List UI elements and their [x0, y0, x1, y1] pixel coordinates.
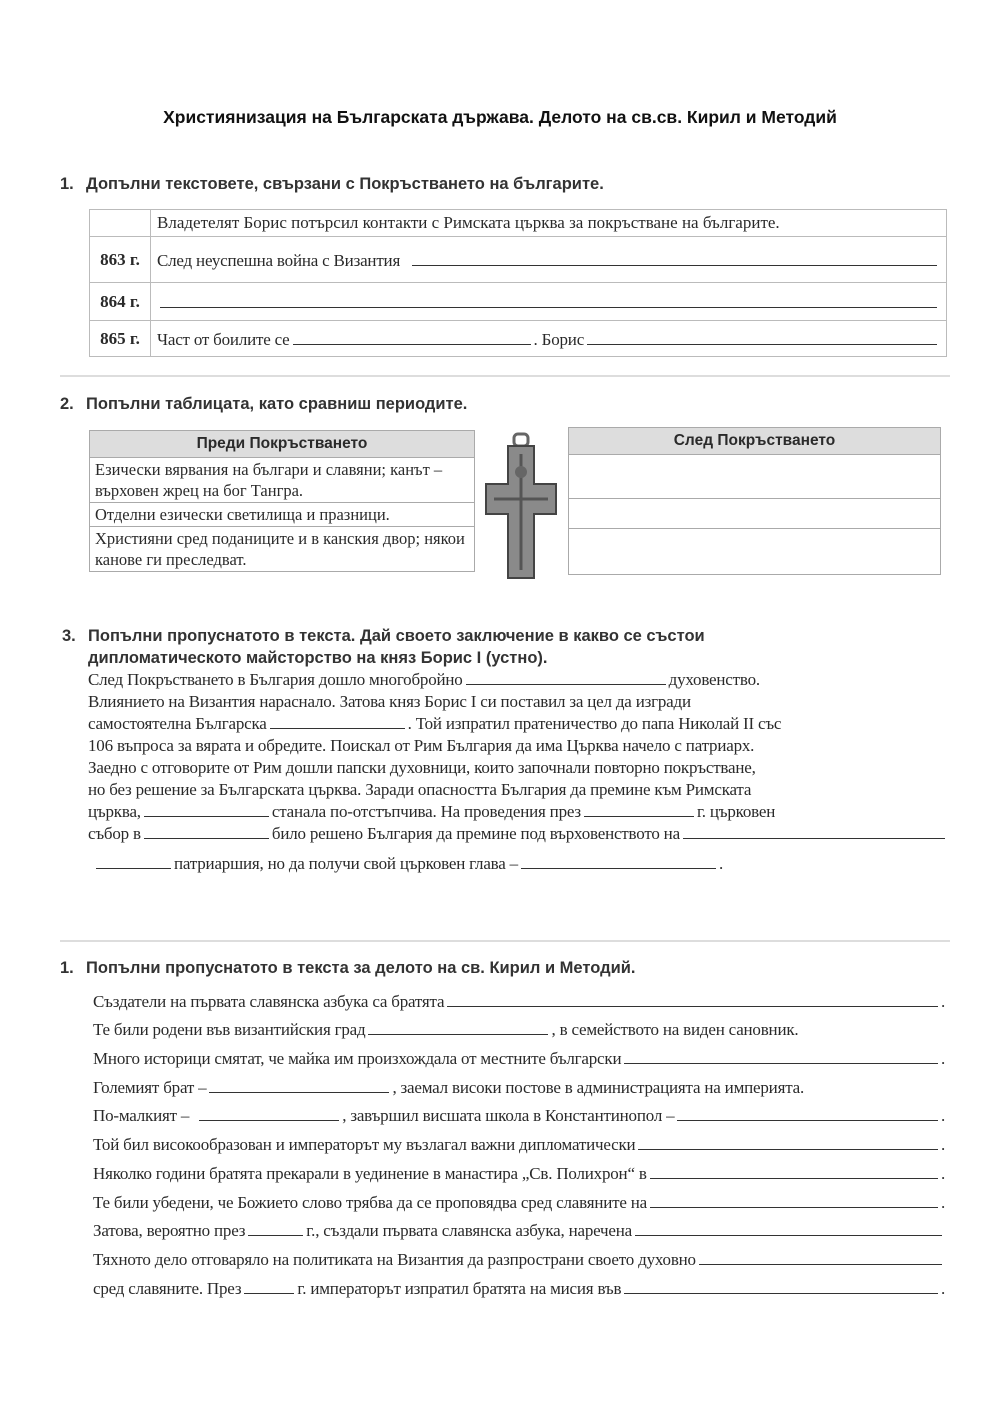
- text: След Покръстването в България дошло многобройно: [88, 670, 463, 689]
- text: Големият брат –: [93, 1077, 207, 1097]
- answer-blank[interactable]: [683, 837, 945, 839]
- text: Те били родени във византийския град: [93, 1020, 366, 1040]
- answer-blank[interactable]: [270, 727, 405, 729]
- section-number: 1.: [60, 175, 74, 193]
- answer-blank[interactable]: [412, 264, 937, 266]
- heading-text: Попълни таблицата, като сравниш периодите.: [86, 395, 468, 413]
- answer-blank[interactable]: [635, 1234, 942, 1236]
- after-baptism-table: [568, 427, 941, 575]
- text: г. църковен: [696, 802, 776, 821]
- answer-blank[interactable]: [650, 1206, 938, 1208]
- answer-blank[interactable]: [466, 683, 666, 685]
- section-1-heading: [60, 175, 604, 194]
- answer-blank[interactable]: [160, 306, 937, 308]
- table-row: [90, 283, 947, 321]
- cross-image: [480, 432, 562, 582]
- text: църква,: [88, 802, 141, 821]
- text: Няколко години братята прекарали в уединение в манастира „Св. Полихрон“ в: [93, 1163, 647, 1183]
- text: .: [940, 1278, 945, 1298]
- text: Те били убедени, че Божието слово трябва да се проповядва сред славяните на: [93, 1192, 648, 1212]
- answer-blank[interactable]: [624, 1292, 938, 1294]
- text: , заемал високи постове в администрацията на империята.: [392, 1077, 805, 1097]
- text: , в семейството на виден сановник.: [551, 1020, 799, 1040]
- answer-blank[interactable]: [244, 1292, 294, 1294]
- text: сред славяните. През: [93, 1278, 242, 1298]
- answer-cell[interactable]: [569, 455, 941, 499]
- answer-blank[interactable]: [650, 1177, 938, 1179]
- year-cell: 863 г.: [90, 237, 151, 283]
- text: .: [940, 1192, 945, 1212]
- answer-cell[interactable]: [569, 529, 941, 575]
- page-title: Християнизация на Българската държава. Делото на св.св. Кирил и Методий: [163, 107, 837, 127]
- text: .: [940, 991, 945, 1011]
- text: 106 въпроса за вярата и обредите. Поискал от Рим България да има Църква начело с патриарх.: [88, 736, 755, 755]
- answer-blank[interactable]: [368, 1033, 548, 1035]
- divider: [60, 940, 950, 942]
- text: .: [940, 1135, 945, 1155]
- text-cell: Владетелят Борис потърсил контакти с Римската църква за покръстване на българите.: [151, 210, 947, 237]
- before-baptism-table: [89, 430, 475, 572]
- section-number: 1.: [60, 959, 74, 977]
- year-cell: 865 г.: [90, 321, 151, 357]
- answer-blank[interactable]: [144, 837, 269, 839]
- text: но без решение за Българската църква. Заради опасността България да премине към Римската: [88, 780, 752, 799]
- text: Затова, вероятно през: [93, 1221, 246, 1241]
- text: .: [940, 1106, 945, 1126]
- text: Много историци смятат, че майка им произхождала от местните български: [93, 1049, 622, 1069]
- answer-blank[interactable]: [96, 867, 171, 869]
- text: Тяхното дело отговаряло на политиката на Византия да разпространи своето духовно: [93, 1249, 696, 1269]
- section-4-text: [93, 983, 945, 1299]
- year-cell: [90, 210, 151, 237]
- after-header: След Покръстването: [569, 428, 941, 455]
- answer-blank[interactable]: [447, 1005, 938, 1007]
- text: г. императорът изпратил братята на мисия във: [297, 1278, 622, 1298]
- answer-blank[interactable]: [584, 815, 694, 817]
- answer-blank[interactable]: [699, 1263, 942, 1265]
- table-cell: Езически вярвания на българи и славяни; канът – върховен жрец на бог Тангра.: [90, 458, 475, 503]
- table-cell: Християни сред поданиците и в канския двор; някои канове ги преследват.: [90, 527, 475, 572]
- text: патриаршия, но да получи свой църковен глава –: [174, 854, 518, 873]
- answer-blank[interactable]: [638, 1148, 938, 1150]
- text: било решено България да премине под върховенството на: [271, 824, 680, 843]
- text: г., създали първата славянска азбука, наречена: [306, 1221, 633, 1241]
- text: Заедно с отговорите от Рим дошли папски духовници, които започнали повторно покръстване,: [88, 758, 756, 777]
- text: .: [940, 1163, 945, 1183]
- text: събор в: [88, 824, 141, 843]
- text: .: [940, 1049, 945, 1069]
- text: Той бил високообразован и императорът му възлагал важни дипломатически: [93, 1135, 636, 1155]
- heading-text: дипломатическото майсторство на княз Борис I (устно).: [88, 649, 548, 667]
- text: самостоятелна Българска: [88, 714, 267, 733]
- table-row: [90, 210, 947, 237]
- text: По-малкият –: [93, 1106, 190, 1126]
- text-cell: . Борис: [533, 329, 585, 349]
- answer-blank[interactable]: [293, 343, 531, 345]
- section-number: 2.: [60, 395, 74, 413]
- text: .: [718, 854, 724, 873]
- baptism-timeline-table: [89, 209, 947, 357]
- answer-blank[interactable]: [248, 1234, 303, 1236]
- heading-text: Попълни пропуснатото в текста. Дай своето заключение в какво се състои: [88, 627, 705, 645]
- text: духовенство.: [668, 670, 760, 689]
- heading-text: Попълни пропуснатото в текста за делото на св. Кирил и Методий.: [86, 959, 636, 977]
- section-2-heading: [60, 395, 467, 414]
- text: Създатели на първата славянска азбука са братята: [93, 991, 445, 1011]
- year-cell: 864 г.: [90, 283, 151, 321]
- text: . Той изпратил пратеничество до папа Николай II със: [407, 714, 782, 733]
- table-row: [90, 321, 947, 357]
- answer-blank[interactable]: [587, 343, 937, 345]
- text: Влиянието на Византия нараснало. Затова княз Борис I си поставил за цел да изгради: [88, 692, 691, 711]
- before-header: Преди Покръстването: [90, 431, 475, 458]
- section-3-text: [88, 668, 948, 874]
- heading-text: Допълни текстовете, свързани с Покръстването на българите.: [86, 175, 604, 193]
- answer-blank[interactable]: [677, 1119, 937, 1121]
- answer-blank[interactable]: [144, 815, 269, 817]
- answer-cell[interactable]: [569, 499, 941, 529]
- answer-blank[interactable]: [209, 1091, 389, 1093]
- section-number: 3.: [62, 627, 76, 645]
- table-cell: Отделни езически светилища и празници.: [90, 503, 475, 527]
- text-cell: Част от боилите се: [157, 329, 290, 349]
- divider: [60, 375, 950, 377]
- section-4-heading: [60, 959, 635, 978]
- section-3-heading: [62, 627, 705, 646]
- text: , завършил висшата школа в Константинопол –: [342, 1106, 675, 1126]
- answer-blank[interactable]: [624, 1062, 938, 1064]
- answer-blank[interactable]: [199, 1119, 339, 1121]
- table-row: [90, 237, 947, 283]
- text-cell: След неуспешна война с Византия: [157, 250, 401, 270]
- answer-blank[interactable]: [521, 867, 716, 869]
- text: станала по-отстъпчива. На проведения през: [271, 802, 581, 821]
